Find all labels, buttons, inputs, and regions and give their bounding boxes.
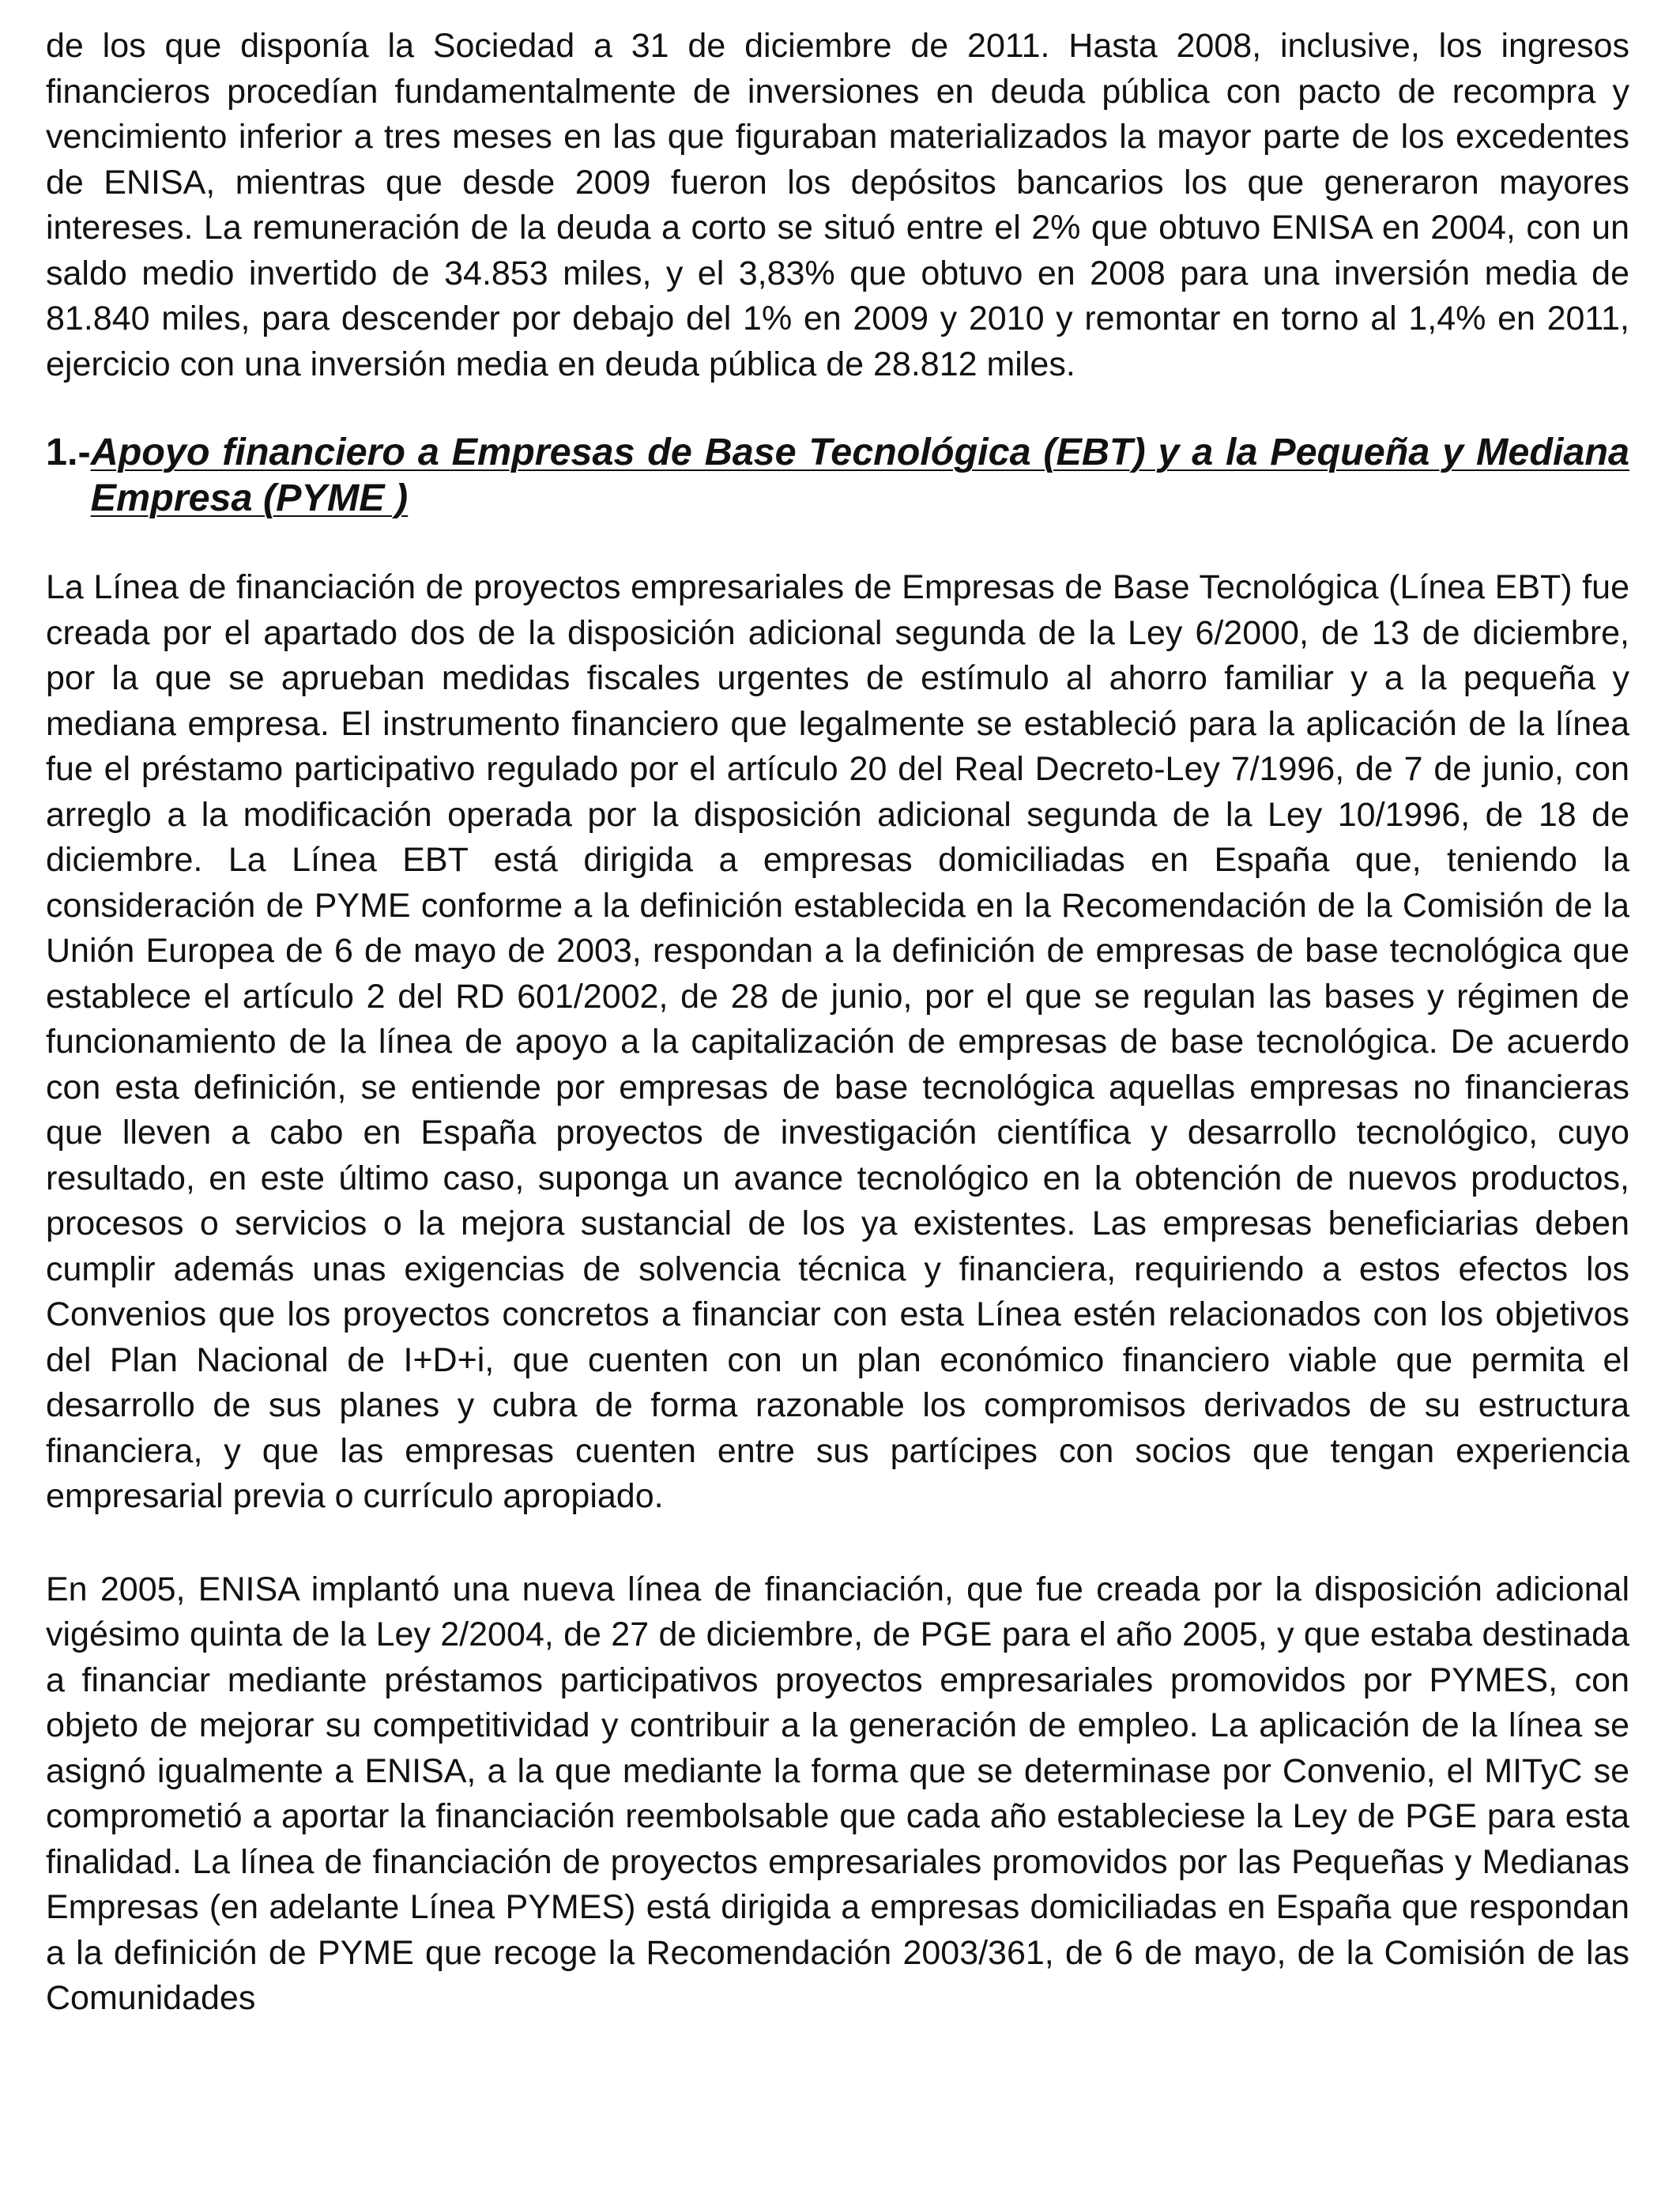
paragraph-pymes-line: En 2005, ENISA implantó una nueva línea de financiación, que fue creada por la disposición adicional vigésimo quinta de la Ley 2/2004, de 27 de diciembre, de PGE para el año 2005, y que estaba destinada a financiar mediante préstamos participativos proyectos empresariales promovidos por PYMES, con objeto de mejorar su competitividad y contribuir a la generación de empleo. La aplicación de la línea se asignó igualmente a ENISA, a la que mediante la forma que se determinase por Convenio, el MITyC se comprometió a aportar la financiación reembolsable que cada año estableciese la Ley de PGE para esta finalidad. La línea de financiación de proyectos empresariales promovidos por las Pequeñas y Medianas Empresas (en adelante Línea PYMES) está dirigida a empresas domiciliadas en España que respondan a la definición de PYME que recoge la Recomendación 2003/361, de 6 de mayo, de la Comisión de las Comunidades (46, 1570, 1629, 2017)
paragraph-ebt-line: La Línea de financiación de proyectos empresariales de Empresas de Base Tecnológica (Línea EBT) fue creada por el apartado dos de la disposición adicional segunda de la Ley 6/2000, de 13 de diciembre, por la que se aprueban medidas fiscales urgentes de estímulo al ahorro familiar y a la pequeña y mediana empresa. El instrumento financiero que legalmente se estableció para la aplicación de la línea fue el préstamo participativo regulado por el artículo 20 del Real Decreto-Ley 7/1996, de 7 de junio, con arreglo a la modificación operada por la disposición adicional segunda de la Ley 10/1996, de 18 de diciembre. La Línea EBT está dirigida a empresas domiciliadas en España que, teniendo la consideración de PYME conforme a la definición establecida en la Recomendación de la Comisión de la Unión Europea de 6 de mayo de 2003, respondan a la definición de empresas de base tecnológica que establece el artículo 2 del RD 601/2002, de 28 de junio, por el que se regulan las bases y régimen de funcionamiento de la línea de apoyo a la capitalización de empresas de base tecnológica. De acuerdo con esta definición, se entiende por empresas de base tecnológica aquellas empresas no financieras que lleven a cabo en España proyectos de investigación científica y desarrollo tecnológico, cuyo resultado, en este último caso, suponga un avance tecnológico en la obtención de nuevos productos, procesos o servicios o la mejora sustancial de los ya existentes. Las empresas beneficiarias deben cumplir además unas exigencias de solvencia técnica y financiera, requiriendo a estos efectos los Convenios que los proyectos concretos a financiar con esta Línea estén relacionados con los objetivos del Plan Nacional de I+D+i, que cuenten con un plan económico financiero viable que permita el desarrollo de sus planes y cubra de forma razonable los compromisos derivados de su estructura financiera, y que las empresas cuenten entre sus partícipes con socios que tengan experiencia empresarial previa o currículo apropiado. (46, 568, 1629, 1515)
section-heading-number: 1.- (46, 431, 91, 473)
document-page (46, 24, 1629, 2022)
section-heading (46, 429, 1629, 521)
section-heading-title: Apoyo financiero a Empresas de Base Tecnológica (EBT) y a la Pequeña y Mediana Empresa (PYME ) (90, 431, 1629, 519)
paragraph-intro: de los que disponía la Sociedad a 31 de diciembre de 2011. Hasta 2008, inclusive, los ingresos financieros procedían fundamentalmente de inversiones en deuda pública con pacto de recompra y vencimiento inferior a tres meses en las que figuraban materializados la mayor parte de los excedentes de ENISA, mientras que desde 2009 fueron los depósitos bancarios los que generaron mayores intereses. La remuneración de la deuda a corto se situó entre el 2% que obtuvo ENISA en 2004, con un saldo medio invertido de 34.853 miles, y el 3,83% que obtuvo en 2008 para una inversión media de 81.840 miles, para descender por debajo del 1% en 2009 y 2010 y remontar en torno al 1,4% en 2011, ejercicio con una inversión media en deuda pública de 28.812 miles. (46, 27, 1629, 383)
